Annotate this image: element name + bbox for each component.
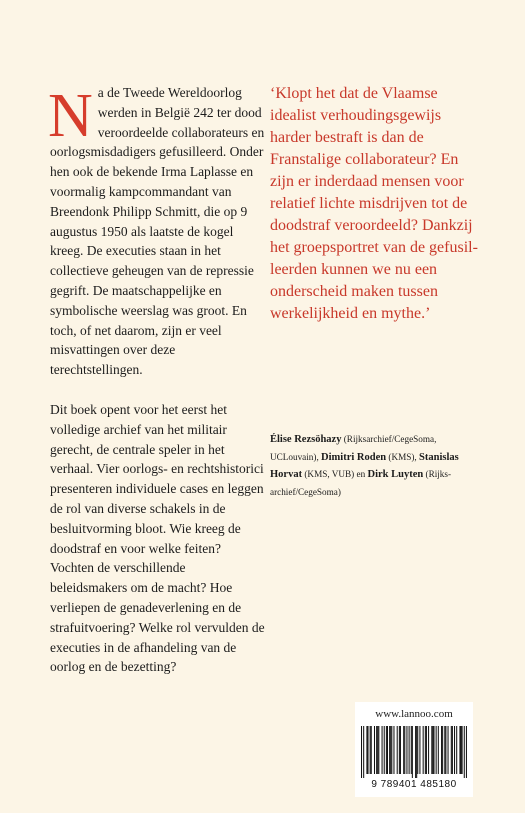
publisher-url: www.lannoo.com bbox=[375, 708, 453, 720]
barcode-bar bbox=[391, 726, 392, 774]
blurb-paragraph-1-text: a de Tweede Wereldoorlog werden in België 242 ter dood veroordeelde collaborateurs en oorlogsmisdadigers gefusilleerd. Onder hen ook de bekende Irma Laplasse en voormalig kampcommandant van Breendonk Philipp Schmitt, die op 9 augustus 1950 als laatste de kogel kreeg. De executies staan in het collectieve geheugen van de repressie gegrift. De maatschappelijke en symbolische weerslag was groot. En toch, of net daarom, zijn er veel misvattingen over deze terechtstellingen. bbox=[50, 85, 265, 378]
barcode-bar bbox=[466, 726, 467, 778]
barcode-bar bbox=[462, 726, 463, 774]
barcode-bar bbox=[384, 726, 385, 774]
blurb-paragraph-2: Dit boek opent voor het eerst het volledige archief van het militair gerecht, de centrale speler in het verhaal. Vier oorlogs- en rechtshistorici presenteren individuele cases en leggen de rol van diverse schakels in de besluitvorming bloot. Wie kreeg de doodstraf en voor welke feiten? Vochten de verschillende beleidsmakers om de macht? Hoe verliepen de genadeverlening en de strafuitvoering? Welke rol vervulden de executies in de afhandeling van de oorlog en de bezetting? bbox=[50, 401, 265, 675]
blurb-column bbox=[50, 83, 265, 677]
barcode-bar bbox=[370, 726, 371, 774]
author-name: Dirk Luyten bbox=[367, 469, 424, 480]
author-affiliation: (KMS, VUB) en bbox=[302, 469, 368, 479]
barcode-bar bbox=[438, 726, 439, 774]
barcode-bar bbox=[411, 726, 412, 774]
barcode-bar bbox=[386, 726, 387, 774]
barcode-bar bbox=[425, 726, 426, 774]
barcode-bar bbox=[363, 726, 364, 778]
barcode-bar bbox=[444, 726, 445, 774]
barcode-bar bbox=[459, 726, 460, 774]
barcode-bar bbox=[403, 726, 404, 774]
barcode-bar bbox=[389, 726, 390, 774]
barcode-bar bbox=[452, 726, 453, 774]
barcode-bar bbox=[423, 726, 424, 774]
barcode-bar bbox=[419, 726, 420, 774]
barcode-bar bbox=[456, 726, 457, 774]
barcode-bar bbox=[361, 726, 362, 778]
author-affiliation: (Rijksarchief/CegeSoma) bbox=[270, 469, 452, 497]
barcode-bar bbox=[431, 726, 432, 774]
isbn-barcode bbox=[361, 726, 467, 778]
barcode-bar bbox=[390, 726, 391, 774]
barcode-bar bbox=[426, 726, 427, 774]
pull-quote: ‘Klopt het dat de Vlaamse idealist verhoudingsgewijs harder bestraft is dan de Franstalige collaborateur? En zijn er inderdaad mensen voor relatief lichte misdrijven tot de doodstraf veroordeeld? Dankzij het groepsportret van de gefusilleerden kunnen we nu een onderscheid maken tussen werkelijkheid en mythe.’ bbox=[270, 85, 478, 322]
barcode-bar bbox=[377, 726, 378, 774]
barcode-bar bbox=[367, 726, 368, 774]
barcode-bar bbox=[366, 726, 367, 774]
author-affiliation: (KMS), bbox=[386, 451, 420, 462]
barcode-bar bbox=[382, 726, 383, 774]
barcode-bar bbox=[454, 726, 455, 774]
barcode-bar bbox=[464, 726, 465, 778]
barcode-bar bbox=[428, 726, 429, 774]
barcode-bar bbox=[371, 726, 372, 774]
barcode-bar bbox=[441, 726, 442, 774]
barcode-bar bbox=[397, 726, 398, 774]
barcode-bar bbox=[376, 726, 377, 774]
author-affiliation: (Rijksarchief/CegeSoma, UCLouvain), bbox=[270, 434, 437, 462]
barcode-bar bbox=[393, 726, 394, 774]
barcode-bar bbox=[415, 726, 416, 778]
isbn-number: 9 789401 485180 bbox=[371, 779, 457, 790]
author-name: Dimitri Roden bbox=[321, 451, 387, 463]
blurb-paragraph-1 bbox=[50, 83, 265, 380]
drop-cap: N bbox=[48, 82, 93, 150]
barcode-bar bbox=[433, 726, 434, 774]
barcode-bar bbox=[387, 726, 388, 774]
author-credits bbox=[270, 431, 482, 500]
barcode-bar bbox=[400, 726, 401, 774]
author-name: Stanislas Horvat bbox=[270, 451, 459, 480]
barcode-bar bbox=[448, 726, 449, 774]
barcode-bar bbox=[436, 726, 437, 774]
barcode-bar bbox=[409, 726, 410, 774]
barcode-bar bbox=[404, 726, 405, 774]
barcode-bar bbox=[412, 726, 413, 778]
barcode-bar bbox=[432, 726, 433, 774]
barcode-bar bbox=[461, 726, 462, 774]
barcode-bar bbox=[406, 726, 407, 774]
barcode-bar bbox=[399, 726, 400, 774]
author-name: Élise Rezsöhazy bbox=[270, 434, 342, 445]
barcode-bar bbox=[451, 726, 452, 774]
barcode-bar bbox=[416, 726, 417, 778]
barcode-bar bbox=[374, 726, 375, 774]
barcode-bar bbox=[445, 726, 446, 774]
barcode-panel bbox=[355, 702, 473, 797]
barcode-bar bbox=[442, 726, 443, 774]
barcode-bar bbox=[378, 726, 379, 774]
barcode-bar bbox=[417, 726, 418, 774]
